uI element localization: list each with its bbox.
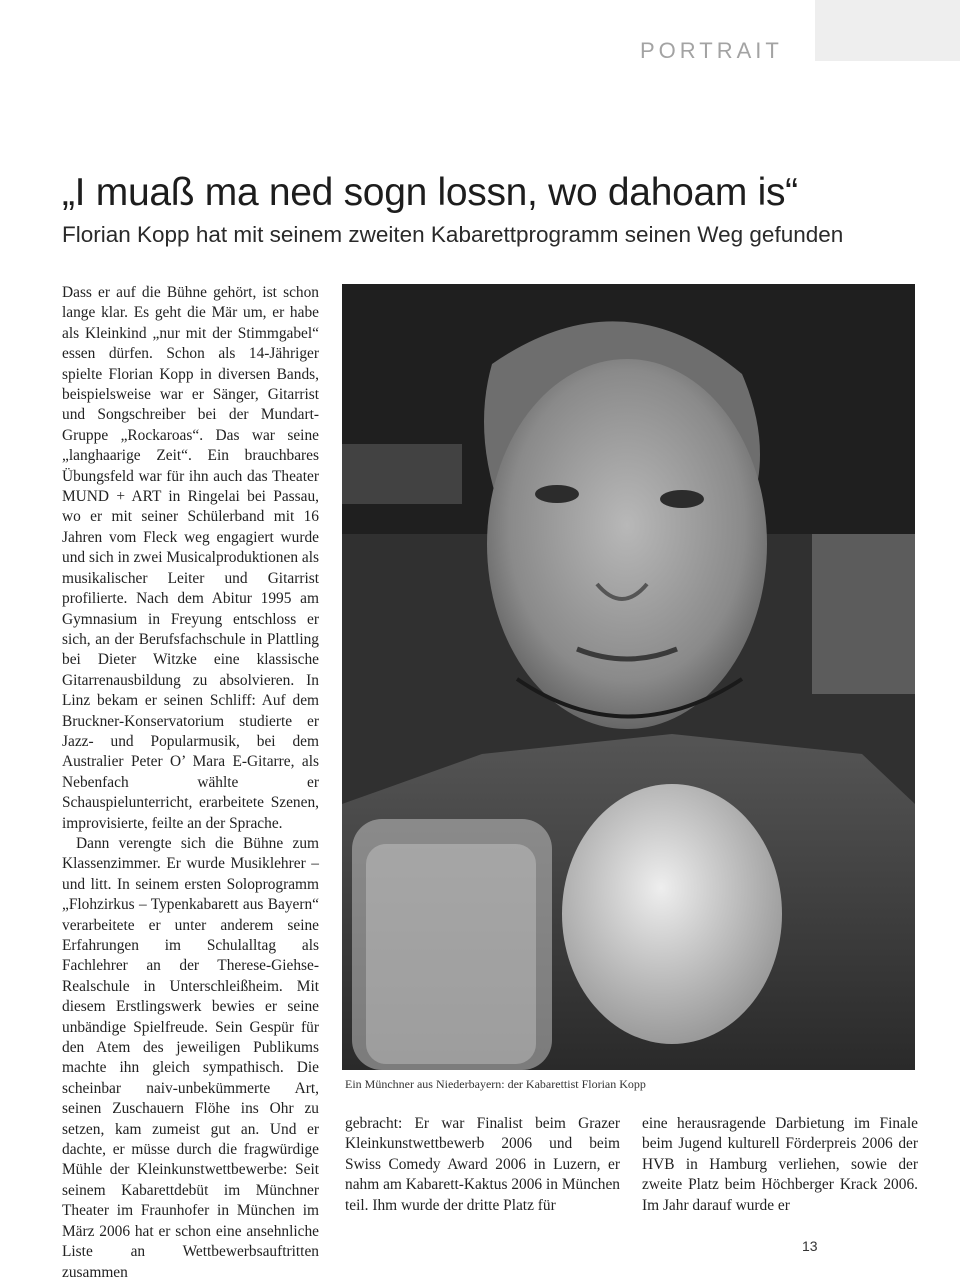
paragraph-2: Dann verengte sich die Bühne zum Klassenzimmer. Er wurde Musiklehrer – und litt. In seinem ersten Soloprogramm „Flohzirkus – Typenkabarett aus Bayern“ verarbeitete er unter anderem seine Erfahrungen im Schulalltag als Fachlehrer an der Therese-Giehse-Realschule in Unterschleißheim. Mit diesem Erstlingswerk bewies er seine unbändige Spielfreude. Sein Gespür für den Atem des jeweiligen Publikums machte ihn gleich sympathisch. Die scheinbar naiv-unbekümmerte Art, seinen Zuschauern Flöhe ins Ohr zu setzen, kam zumeist gut an. Und er dachte, er müsse durch die fragwürdige Mühle der Kleinkunstwettbewerbe: Seit seinem Kabarettdebüt im Münchner Theater im Fraunhofer in München im März 2006 hat er schon eine ansehnliche Liste an Wettbewerbsauftritten zusammen [62,834,319,1281]
text-column-3 [642,1114,918,1216]
corner-tab [815,0,960,61]
paragraph-4: eine herausragende Darbietung im Finale beim Jugend kulturell Förderpreis 2006 der HVB in Hamburg verliehen, sowie der zweite Platz beim Höchberger Krack 2006. Im Jahr darauf wurde er [642,1115,918,1214]
portrait-photo-illustration [342,284,915,1070]
text-column-2 [345,1114,620,1216]
article-headline: „I muaß ma ned sogn lossn, wo dahoam is“ [62,171,798,214]
section-label: PORTRAIT [640,38,783,63]
photo-caption: Ein Münchner aus Niederbayern: der Kabarettist Florian Kopp [345,1077,646,1091]
page-number: 13 [802,1238,818,1254]
text-column-1 [62,283,319,1283]
article-subheadline: Florian Kopp hat mit seinem zweiten Kabarettprogramm seinen Weg gefunden [62,222,844,247]
portrait-photo [342,284,915,1070]
paragraph-3: gebracht: Er war Finalist beim Grazer Kleinkunstwettbewerb 2006 und beim Swiss Comedy Award 2006 in Luzern, er nahm am Kabarett-Kaktus 2006 in München teil. Ihm wurde der dritte Platz für [345,1115,620,1214]
paragraph-1: Dass er auf die Bühne gehört, ist schon lange klar. Es geht die Mär um, er habe als Kleinkind „nur mit der Stimmgabel“ essen dürfen. Schon als 14-Jähriger spielte Florian Kopp in diversen Bands, beispielsweise war er Sänger, Gitarrist und Songschreiber bei der Mundart-Gruppe „Rockaroas“. Das war seine „langhaarige Zeit“. Ein brauchbares Übungsfeld war für ihn auch das Theater MUND + ART in Ringelai bei Passau, wo er mit seiner Schülerband mit 16 Jahren vom Fleck weg engagiert wurde und sich in zwei Musicalproduktionen als musikalischer Leiter und Gitarrist profilierte. Nach dem Abitur 1995 am Gymnasium in Freyung entschloss er sich, an der Berufsfachschule in Plattling bei Dieter Witzke eine klassische Gitarrenausbildung zu absolvieren. In Linz bekam er seinen Schliff: Auf dem Bruckner-Konservatorium studierte er Jazz- und Popularmusik, bei dem Australier Peter O’ Mara E-Gitarre, als Nebenfach wählte er Schauspielunterricht, erarbeitete Szenen, improvisierte, feilte an der Sprache. [62,284,319,832]
